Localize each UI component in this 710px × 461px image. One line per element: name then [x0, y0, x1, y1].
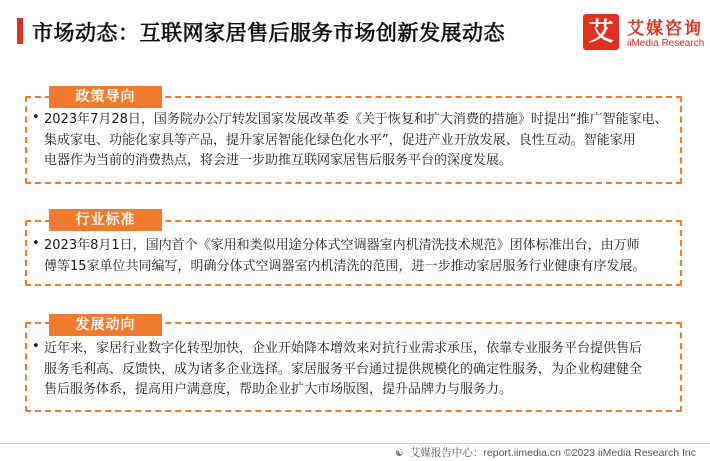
trend-line-2: 服务毛利高、反馈快，成为诸多企业选择。家居服务平台通过提供规模化的确定性服务，为企业构建健全: [44, 361, 643, 377]
logo-mark-icon: 艾: [583, 14, 619, 50]
standard-line-2: 傅等15家单位共同编写，明确分体式空调器室内机清洗的范围，进一步推动家居服务行业健康有序发展。: [44, 258, 646, 274]
standard-paragraph: [44, 236, 684, 277]
logo-name-cn: 艾媒咨询: [627, 19, 703, 39]
trend-section-tag: 发展动向: [49, 314, 162, 336]
policy-line-1: 2023年7月28日，国务院办公厅转发国家发展改革委《关于恢复和扩大消费的措施》时提出“推广智能家电、: [44, 112, 668, 127]
report-center-icon: ☯: [394, 448, 404, 460]
footer-divider: [0, 443, 710, 444]
standard-section-tag: 行业标准: [49, 209, 162, 231]
logo-name-en: iiMedia Research: [627, 38, 705, 49]
footer: [395, 445, 696, 460]
policy-line-2: 集成家电、功能化家具等产品，提升家居智能化绿色化水平”，促进产业开放发展、良性互动。智能家用: [44, 132, 636, 148]
policy-line-3: 电器作为当前的消费热点，将会进一步助推互联网家居售后服务平台的深度发展。: [44, 153, 513, 168]
title-accent-bar: [17, 18, 23, 44]
footer-text: 艾媒报告中心：report.iimedia.cn ©2023 iiMedia Research Inc: [409, 447, 696, 459]
policy-bullet: •: [32, 110, 40, 125]
policy-paragraph: [44, 110, 684, 172]
standard-line-1: 2023年8月1日，国内首个《家用和类似用途分体式空调器室内机清洗技术规范》团体标准出台，由万师: [44, 238, 640, 253]
policy-section-tag: 政策导向: [49, 86, 162, 108]
trend-bullet: •: [32, 339, 40, 354]
trend-line-1: 近年来，家居行业数字化转型加快，企业开始降本增效来对抗行业需求承压，依靠专业服务平台提供售后: [44, 341, 643, 356]
trend-line-3: 售后服务体系，提高用户满意度，帮助企业扩大市场版图，提升品牌力与服务力。: [44, 382, 513, 397]
page-title: 市场动态：互联网家居售后服务市场创新发展动态: [32, 21, 505, 45]
standard-bullet: •: [32, 236, 40, 251]
iimedia-logo: [583, 14, 703, 54]
trend-paragraph: [44, 339, 684, 401]
